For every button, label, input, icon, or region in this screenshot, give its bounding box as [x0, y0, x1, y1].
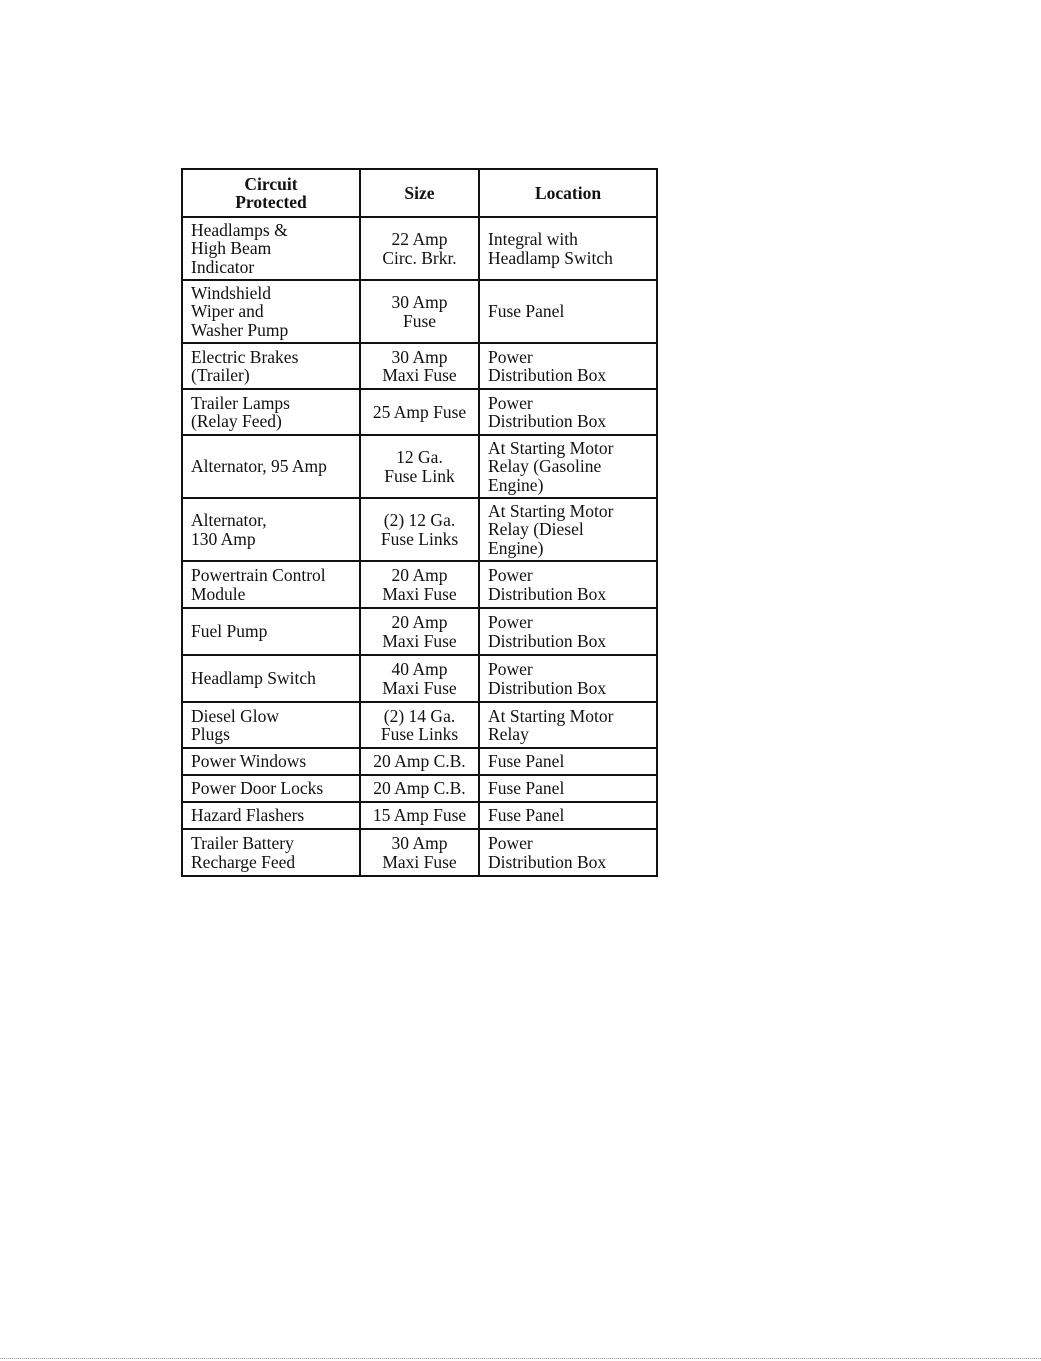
size-cell: (2) 14 Ga. Fuse Links: [360, 702, 479, 748]
table-row: [182, 435, 657, 498]
location-cell: Fuse Panel: [479, 280, 657, 343]
circuit-cell: Windshield Wiper and Washer Pump: [182, 280, 360, 343]
table-row: [182, 655, 657, 702]
size-cell: (2) 12 Ga. Fuse Links: [360, 498, 479, 561]
location-cell: Power Distribution Box: [479, 655, 657, 702]
size-cell: 30 Amp Fuse: [360, 280, 479, 343]
size-cell: 40 Amp Maxi Fuse: [360, 655, 479, 702]
location-cell: At Starting Motor Relay (Diesel Engine): [479, 498, 657, 561]
circuit-cell: Diesel Glow Plugs: [182, 702, 360, 748]
header-size: Size: [360, 169, 479, 217]
location-cell: Integral with Headlamp Switch: [479, 217, 657, 280]
header-location: Location: [479, 169, 657, 217]
table-row: [182, 280, 657, 343]
circuit-cell: Trailer Battery Recharge Feed: [182, 829, 360, 876]
location-cell: At Starting Motor Relay: [479, 702, 657, 748]
table-header-row: [182, 169, 657, 217]
location-cell: Power Distribution Box: [479, 389, 657, 435]
location-cell: Power Distribution Box: [479, 608, 657, 655]
location-cell: Power Distribution Box: [479, 829, 657, 876]
size-cell: 25 Amp Fuse: [360, 389, 479, 435]
location-cell: At Starting Motor Relay (Gasoline Engine): [479, 435, 657, 498]
table-row: [182, 389, 657, 435]
size-cell: 15 Amp Fuse: [360, 802, 479, 829]
circuit-cell: Electric Brakes (Trailer): [182, 343, 360, 389]
circuit-cell: Headlamp Switch: [182, 655, 360, 702]
size-cell: 20 Amp Maxi Fuse: [360, 561, 479, 608]
size-cell: 20 Amp C.B.: [360, 748, 479, 775]
fuse-table: [181, 168, 658, 877]
size-cell: 20 Amp C.B.: [360, 775, 479, 802]
table-row: [182, 343, 657, 389]
table-row: [182, 217, 657, 280]
circuit-cell: Fuel Pump: [182, 608, 360, 655]
table-row: [182, 748, 657, 775]
location-cell: Power Distribution Box: [479, 343, 657, 389]
size-cell: 30 Amp Maxi Fuse: [360, 829, 479, 876]
location-cell: Fuse Panel: [479, 775, 657, 802]
table-row: [182, 802, 657, 829]
size-cell: 20 Amp Maxi Fuse: [360, 608, 479, 655]
table-row: [182, 702, 657, 748]
table-row: [182, 561, 657, 608]
location-cell: Fuse Panel: [479, 802, 657, 829]
table-row: [182, 775, 657, 802]
circuit-cell: Alternator, 95 Amp: [182, 435, 360, 498]
table-row: [182, 608, 657, 655]
table-row: [182, 498, 657, 561]
circuit-cell: Power Windows: [182, 748, 360, 775]
size-cell: 22 Amp Circ. Brkr.: [360, 217, 479, 280]
circuit-cell: Trailer Lamps (Relay Feed): [182, 389, 360, 435]
circuit-cell: Power Door Locks: [182, 775, 360, 802]
circuit-cell: Powertrain Control Module: [182, 561, 360, 608]
size-cell: 30 Amp Maxi Fuse: [360, 343, 479, 389]
circuit-cell: Alternator, 130 Amp: [182, 498, 360, 561]
header-circuit-protected: Circuit Protected: [182, 169, 360, 217]
circuit-cell: Headlamps & High Beam Indicator: [182, 217, 360, 280]
circuit-cell: Hazard Flashers: [182, 802, 360, 829]
size-cell: 12 Ga. Fuse Link: [360, 435, 479, 498]
location-cell: Fuse Panel: [479, 748, 657, 775]
page-bottom-edge: [0, 1358, 1041, 1360]
location-cell: Power Distribution Box: [479, 561, 657, 608]
table-row: [182, 829, 657, 876]
